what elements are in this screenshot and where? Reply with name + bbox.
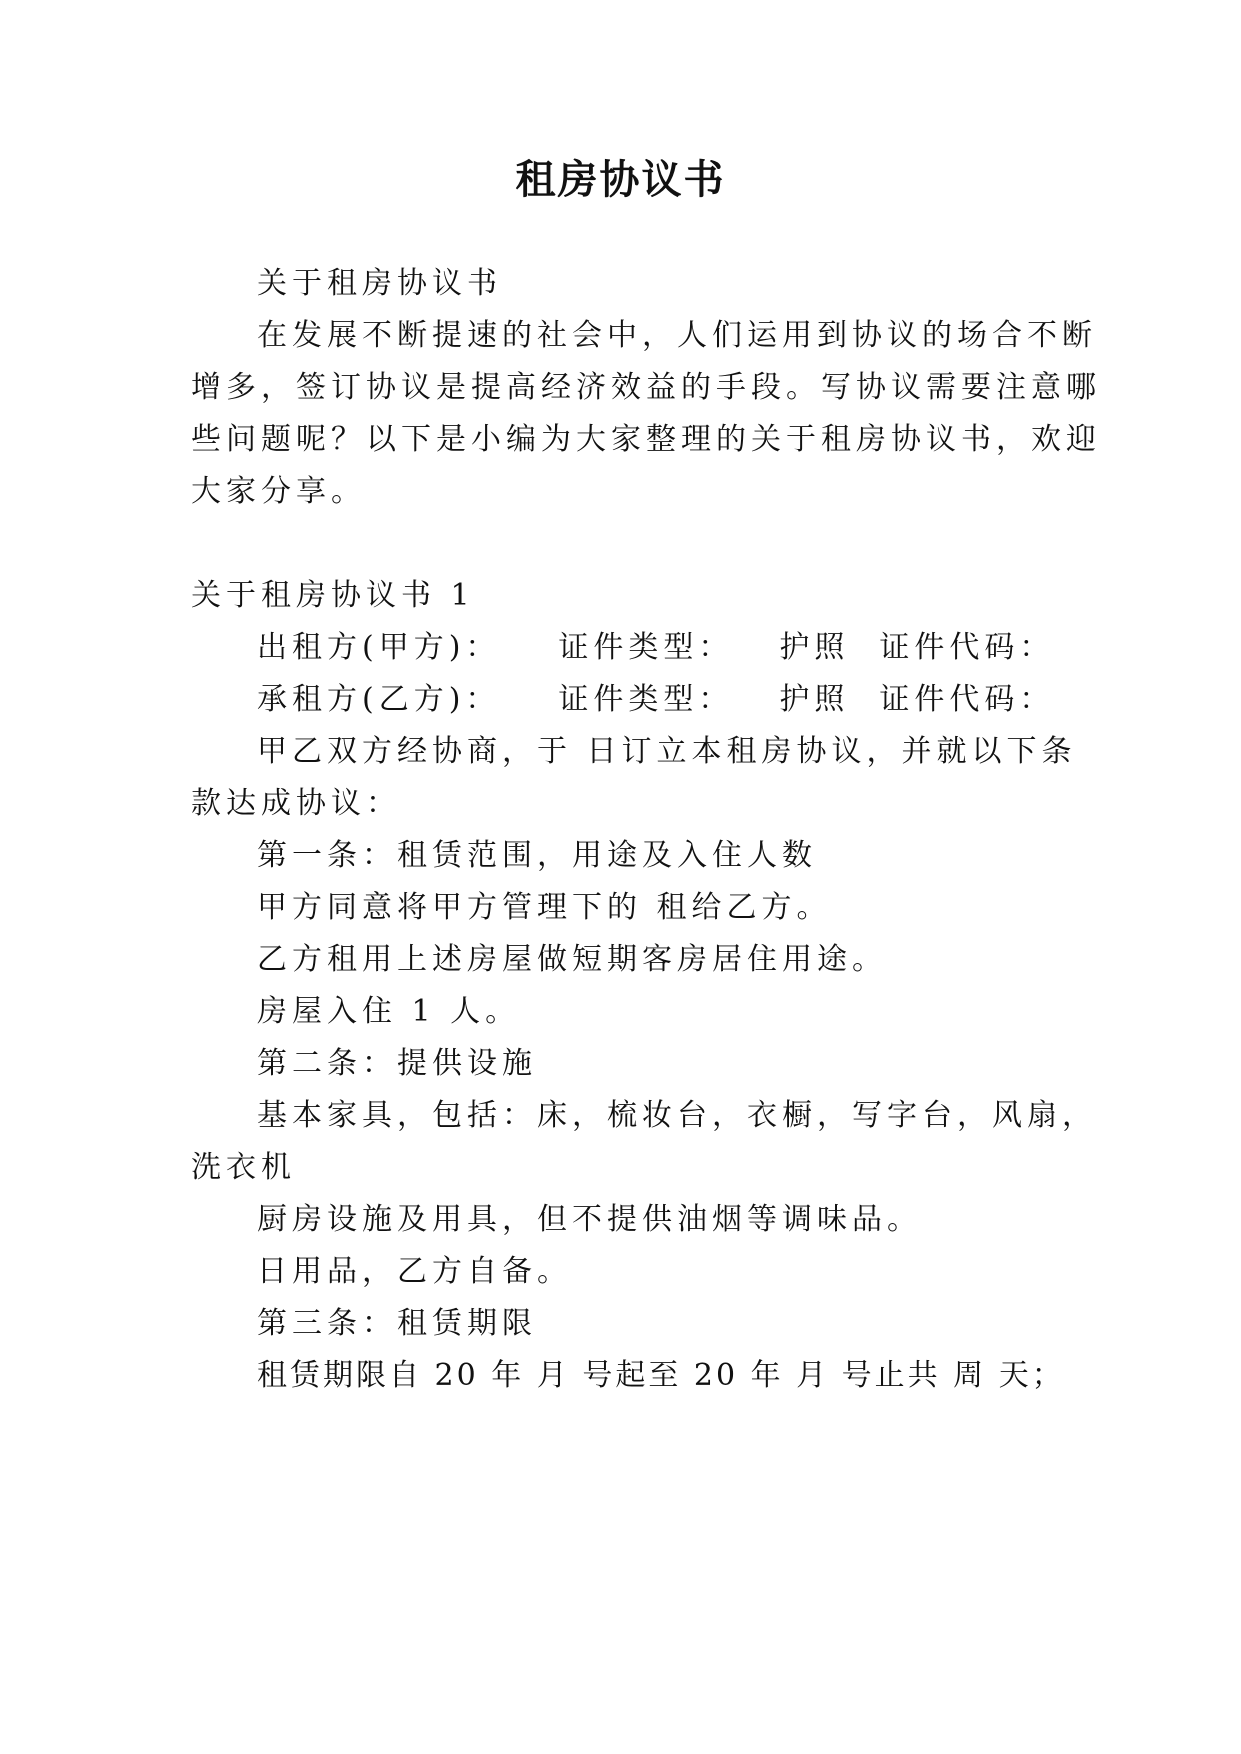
article-1-line-3: 房屋入住 1 人。	[257, 994, 521, 1029]
lessee-id-code-label: 证件代码：	[879, 682, 1055, 717]
preamble-line-1: 甲乙双方经协商，于 日订立本租房协议，并就以下条	[257, 734, 1077, 769]
article-2-line-2: 厨房设施及用具，但不提供油烟等调味品。	[257, 1202, 922, 1237]
preamble-line-2: 款达成协议：	[191, 786, 401, 821]
article-3-line-1: 租赁期限自 20 年 月 号起至 20 年 月 号止共 周 天；	[257, 1358, 1065, 1393]
lessor-id-type-label: 证件类型：	[558, 630, 734, 665]
article-2-line-1b: 洗衣机	[191, 1150, 296, 1185]
article-2-line-3: 日用品，乙方自备。	[257, 1254, 572, 1289]
lessor-line	[257, 628, 1054, 668]
lessor-id-type: 护照	[779, 630, 850, 665]
lessor-label: 出租方(甲方)：	[257, 630, 501, 665]
article-1-line-1: 甲方同意将甲方管理下的 租给乙方。	[257, 890, 832, 925]
lessee-line	[257, 680, 1054, 720]
lessee-label: 承租方(乙方)：	[257, 682, 501, 717]
article-2-line-1a: 基本家具，包括：床，梳妆台，衣橱，写字台，风扇，	[257, 1098, 1097, 1133]
lessee-id-type-label: 证件类型：	[558, 682, 734, 717]
article-2-title: 第二条：提供设施	[257, 1046, 537, 1081]
intro-heading: 关于租房协议书	[257, 266, 502, 301]
document-title: 租房协议书	[515, 156, 726, 203]
intro-paragraph-line-1: 在发展不断提速的社会中，人们运用到协议的场合不断	[257, 318, 1097, 353]
intro-paragraph-line-4: 大家分享。	[191, 474, 366, 509]
lessor-id-code-label: 证件代码：	[879, 630, 1055, 665]
article-1-title: 第一条：租赁范围，用途及入住人数	[257, 838, 817, 873]
intro-paragraph-line-2: 增多，签订协议是提高经济效益的手段。写协议需要注意哪	[191, 370, 1101, 405]
lessee-id-type: 护照	[779, 682, 850, 717]
article-3-title: 第三条：租赁期限	[257, 1306, 537, 1341]
agreement-heading: 关于租房协议书 1	[191, 578, 475, 613]
article-1-line-2: 乙方租用上述房屋做短期客房居住用途。	[257, 942, 887, 977]
intro-paragraph-line-3: 些问题呢？以下是小编为大家整理的关于租房协议书，欢迎	[191, 422, 1101, 457]
